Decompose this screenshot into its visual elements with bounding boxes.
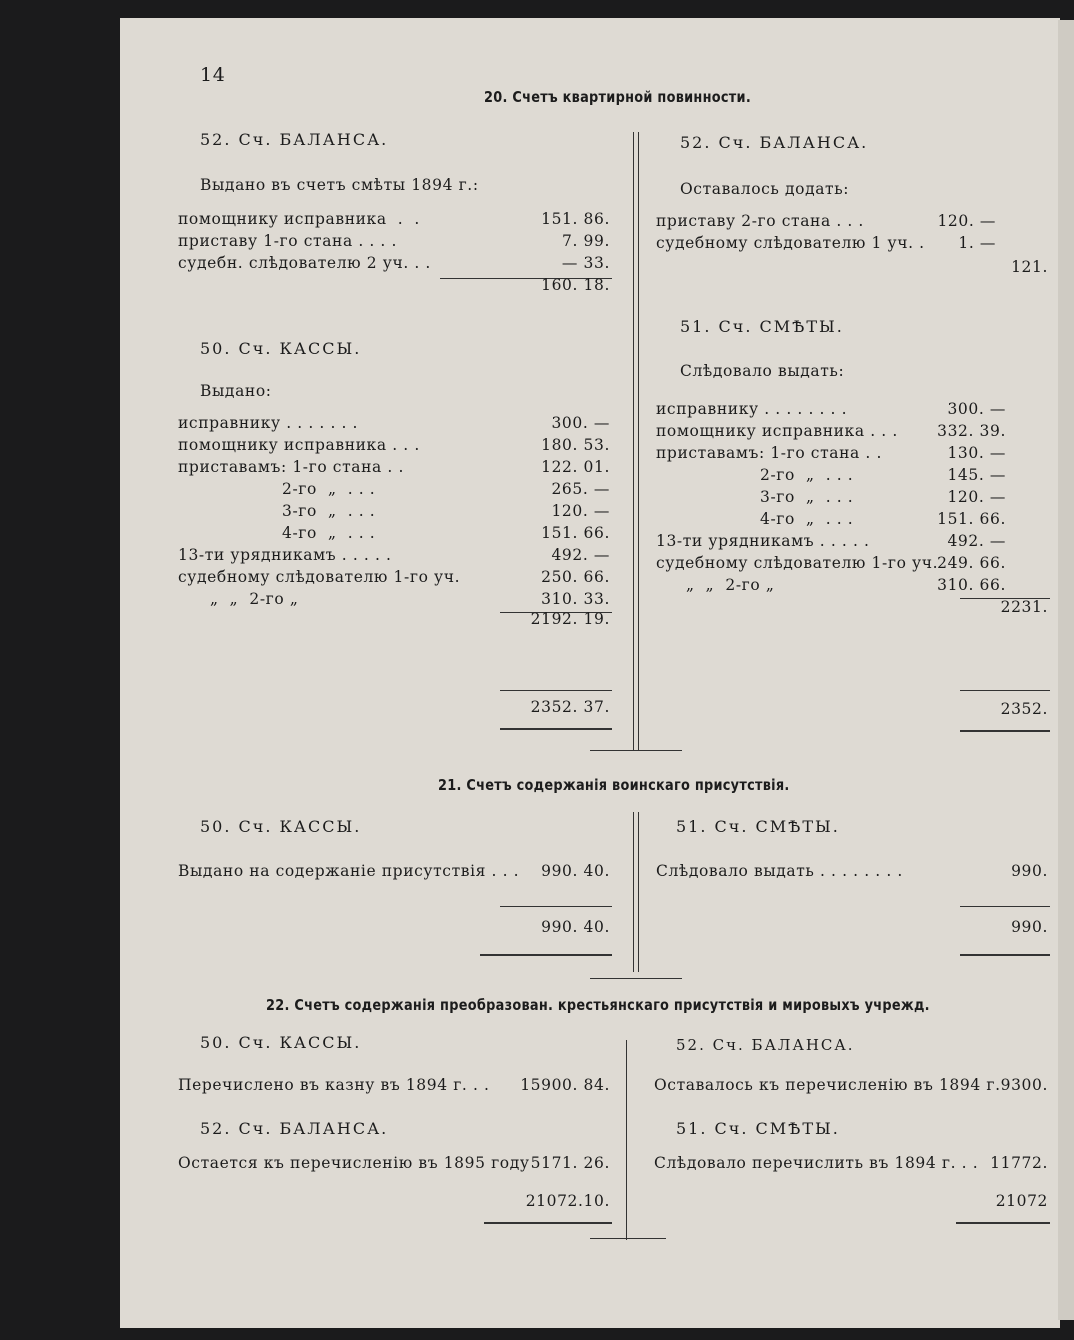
s20-right-est-row-1-label: исправнику . . . . . . . .	[656, 400, 848, 418]
s20-right-grand-rule	[960, 690, 1050, 691]
s20-column-divider-2	[638, 132, 639, 750]
s20-left-balance-heading: 52. Сч. БАЛАНСА.	[200, 130, 389, 149]
s20-right-subheading: Оставалось додать:	[680, 180, 850, 198]
s20-right-est-row-1-amount: 300. —	[947, 400, 1006, 418]
s20-left-cash-heading: 50. Сч. КАССЫ.	[200, 339, 362, 358]
s20-right-est-row-8-label: судебному слѣдователю 1-го уч.	[656, 554, 939, 572]
page-number: 14	[200, 64, 226, 86]
s20-left-row-3-amount: — 33.	[561, 254, 610, 272]
s20-left-cash-row-2-label: помощнику исправника . . .	[178, 436, 420, 454]
s22-right-row-1-amount: 9300.	[1000, 1076, 1048, 1094]
s22-right-balance-heading: 52. Сч. БАЛАНСА.	[676, 1036, 855, 1054]
s20-left-cash-row-3-label: приставамъ: 1-го стана . .	[178, 458, 404, 476]
s20-left-cash-row-9-label: „ „ 2-го „	[210, 590, 299, 608]
s20-right-est-row-5-label: 3-го „ . . .	[760, 488, 854, 506]
s22-right-row-2-label: Слѣдовало перечислить въ 1894 г. . .	[654, 1154, 979, 1172]
s20-right-est-row-2-label: помощнику исправника . . .	[656, 422, 898, 440]
s21-left-rule	[500, 906, 612, 907]
s22-left-balance-heading: 52. Сч. БАЛАНСА.	[200, 1119, 389, 1138]
section-22-title: 22. Счетъ содержанія преобразован. крестьянскаго присутствія и мировыхъ учрежд.	[266, 996, 930, 1014]
s20-left-row-3-label: судебн. слѣдователю 2 уч. . .	[178, 254, 431, 272]
s21-left-row-label: Выдано на содержаніе присутствія . . .	[178, 862, 520, 880]
s22-left-row-1-label: Перечислено въ казну въ 1894 г. . .	[178, 1076, 490, 1094]
s20-left-cash-row-7-amount: 492. —	[551, 546, 610, 564]
s20-left-cash-total: 2192. 19.	[530, 610, 610, 628]
s20-left-cash-row-4-amount: 265. —	[551, 480, 610, 498]
s21-right-rule	[960, 906, 1050, 907]
s20-left-cash-row-6-amount: 151. 66.	[541, 524, 610, 542]
s20-left-row-1-amount: 151. 86.	[541, 210, 610, 228]
s20-right-row-1-amount: 120. —	[937, 212, 996, 230]
s22-right-row-1-label: Оставалось къ перечисленію въ 1894 г.	[654, 1076, 1001, 1094]
s20-right-balance-heading: 52. Сч. БАЛАНСА.	[680, 133, 869, 152]
s20-right-est-row-5-amount: 120. —	[947, 488, 1006, 506]
s22-left-row-1-amount: 15900. 84.	[520, 1076, 610, 1094]
s20-right-est-row-4-amount: 145. —	[947, 466, 1006, 484]
section-20-title: 20. Счетъ квартирной повинности.	[484, 88, 751, 106]
s21-end-rule	[590, 978, 682, 979]
s20-right-est-row-4-label: 2-го „ . . .	[760, 466, 854, 484]
s22-left-double-rule	[484, 1222, 612, 1224]
s22-end-rule	[590, 1238, 666, 1239]
s21-column-divider-2	[638, 812, 639, 972]
s20-left-cash-row-6-label: 4-го „ . . .	[282, 524, 376, 542]
section-21-title: 21. Счетъ содержанія воинскаго присутствія.	[438, 776, 790, 794]
s22-left-total: 21072.10.	[525, 1192, 610, 1210]
s20-right-subtotal: 121.	[1011, 258, 1048, 276]
s20-right-est-row-3-label: приставамъ: 1-го стана . .	[656, 444, 882, 462]
s21-right-estimate-heading: 51. Сч. СМѢТЫ.	[676, 817, 840, 836]
s20-left-cash-row-4-label: 2-го „ . . .	[282, 480, 376, 498]
s20-right-est-row-6-amount: 151. 66.	[937, 510, 1006, 528]
s20-left-cash-row-3-amount: 122. 01.	[541, 458, 610, 476]
s21-left-cash-heading: 50. Сч. КАССЫ.	[200, 817, 362, 836]
s20-right-est-row-7-label: 13-ти урядникамъ . . . . .	[656, 532, 870, 550]
s20-left-cash-row-9-amount: 310. 33.	[541, 590, 610, 608]
s20-right-row-2-label: судебному слѣдователю 1 уч. .	[656, 234, 925, 252]
s21-left-total: 990. 40.	[541, 918, 610, 936]
s22-left-row-2-amount: 5171. 26.	[530, 1154, 610, 1172]
s21-left-double-rule	[480, 954, 612, 956]
s20-left-subheading-2: Выдано:	[200, 382, 272, 400]
s20-right-est-row-9-label: „ „ 2-го „	[686, 576, 775, 594]
next-page-edge	[1058, 20, 1074, 1320]
s20-right-est-row-7-amount: 492. —	[947, 532, 1006, 550]
s22-right-double-rule	[956, 1222, 1050, 1224]
s20-left-cash-row-5-label: 3-го „ . . .	[282, 502, 376, 520]
s20-right-estimate-heading: 51. Сч. СМѢТЫ.	[680, 317, 844, 336]
s20-left-grand-total: 2352. 37.	[530, 698, 610, 716]
s20-left-cash-row-8-label: судебному слѣдователю 1-го уч.	[178, 568, 461, 586]
s21-right-row-amount: 990.	[1011, 862, 1048, 880]
s22-left-cash-heading: 50. Сч. КАССЫ.	[200, 1033, 362, 1052]
s20-right-est-row-2-amount: 332. 39.	[937, 422, 1006, 440]
s22-right-row-2-amount: 11772.	[990, 1154, 1048, 1172]
s20-left-cash-row-8-amount: 250. 66.	[541, 568, 610, 586]
s20-left-cash-row-7-label: 13-ти урядникамъ . . . . .	[178, 546, 392, 564]
s22-right-total: 21072	[995, 1192, 1048, 1210]
s21-left-row-amount: 990. 40.	[541, 862, 610, 880]
s20-end-rule	[590, 750, 682, 751]
s20-right-est-row-3-amount: 130. —	[947, 444, 1006, 462]
s20-left-row-2-label: приставу 1-го стана . . . .	[178, 232, 398, 250]
s20-left-cash-row-5-amount: 120. —	[551, 502, 610, 520]
s20-right-grand-double-rule	[960, 730, 1050, 732]
s20-left-cash-row-2-amount: 180. 53.	[541, 436, 610, 454]
s20-column-divider	[633, 132, 634, 750]
s20-left-row-2-amount: 7. 99.	[562, 232, 610, 250]
s20-left-subheading: Выдано въ счетъ смѣты 1894 г.:	[200, 176, 479, 194]
s20-right-est-row-6-label: 4-го „ . . .	[760, 510, 854, 528]
s20-right-est-total: 2231.	[1000, 598, 1048, 616]
s20-left-grand-double-rule	[500, 728, 612, 730]
s20-left-grand-rule	[500, 690, 612, 691]
s20-left-cash-row-1-amount: 300. —	[551, 414, 610, 432]
s20-right-subheading-2: Слѣдовало выдать:	[680, 362, 845, 380]
s20-right-est-row-8-amount: 249. 66.	[937, 554, 1006, 572]
s21-right-double-rule	[960, 954, 1050, 956]
s20-right-grand-total: 2352.	[1000, 700, 1048, 718]
s20-left-subtotal: 160. 18.	[541, 276, 610, 294]
s22-column-divider	[626, 1040, 627, 1240]
s20-right-row-1-label: приставу 2-го стана . . .	[656, 212, 864, 230]
s20-right-row-2-amount: 1. —	[958, 234, 996, 252]
s21-right-row-label: Слѣдовало выдать . . . . . . . .	[656, 862, 903, 880]
s22-left-row-2-label: Остается къ перечисленію въ 1895 году	[178, 1154, 530, 1172]
s20-right-est-row-9-amount: 310. 66.	[937, 576, 1006, 594]
s20-left-row-1-label: помощнику исправника . .	[178, 210, 420, 228]
s22-right-estimate-heading: 51. Сч. СМѢТЫ.	[676, 1119, 840, 1138]
s21-right-total: 990.	[1011, 918, 1048, 936]
s21-column-divider	[633, 812, 634, 972]
s20-left-cash-row-1-label: исправнику . . . . . . .	[178, 414, 359, 432]
